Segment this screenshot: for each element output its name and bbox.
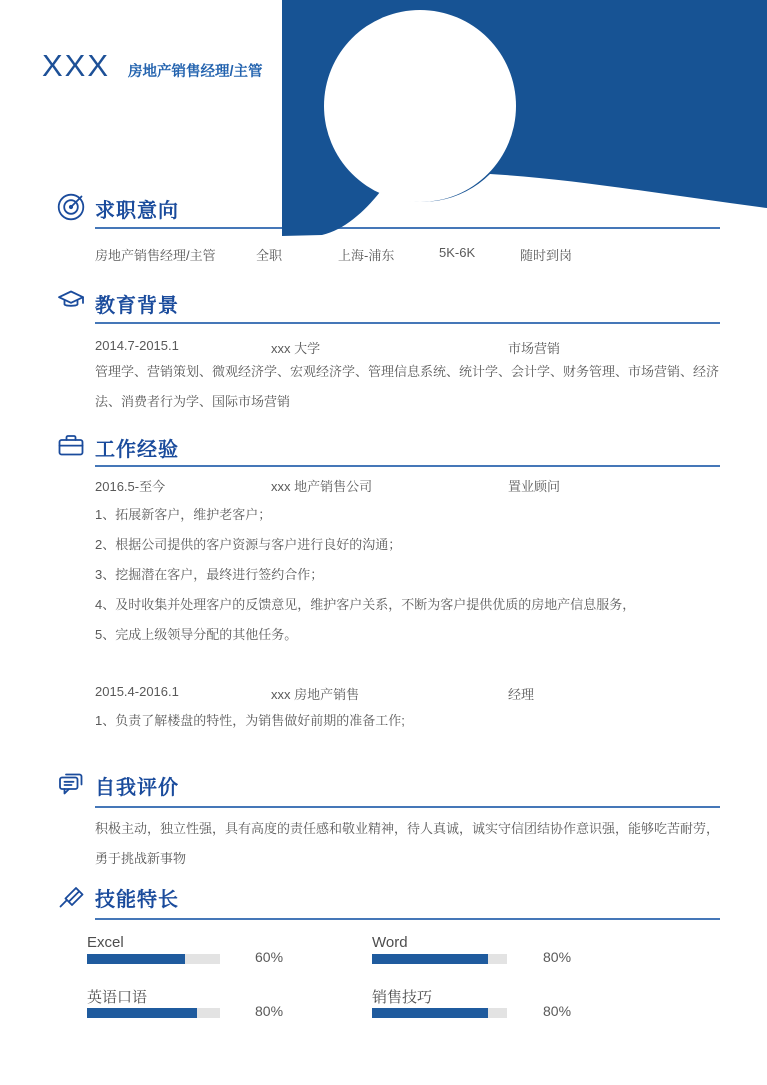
skill-name: Excel (87, 934, 124, 951)
section-title-education: 教育背景 (95, 295, 179, 317)
speech-bubbles-icon (56, 769, 86, 799)
avatar-head-circle (324, 10, 516, 202)
intent-type: 全职 (256, 248, 283, 263)
work1-company: xxx 地产销售公司 (271, 479, 373, 494)
intent-position: 房地产销售经理/主管 (95, 248, 216, 263)
skill-bar (87, 954, 220, 964)
education-courses: 管理学、营销策划、微观经济学、宏观经济学、管理信息系统、统计学、会计学、财务管理、市场营销、经济法、消费者行为学、国际市场营销 (95, 364, 720, 409)
skill-name: Word (372, 934, 408, 951)
skill-bar (87, 1008, 220, 1018)
intent-availability: 随时到岗 (520, 248, 573, 263)
skill-bar (372, 954, 507, 964)
section-divider (95, 918, 720, 920)
skill-percent: 80% (255, 1003, 284, 1019)
work2-duties (95, 706, 723, 736)
graduation-cap-icon (56, 287, 86, 317)
skill-percent: 60% (255, 949, 284, 965)
skill-bar (372, 1008, 507, 1018)
skill-percent: 80% (543, 949, 572, 965)
work1-date: 2016.5-至今 (95, 479, 166, 494)
skill-bar-fill (87, 954, 185, 964)
work-duty-item: 5、完成上级领导分配的其他任务。 (95, 627, 298, 642)
work1-role: 置业顾问 (508, 479, 561, 494)
intent-location: 上海-浦东 (338, 248, 395, 263)
education-date: 2014.7-2015.1 (95, 338, 179, 353)
work-duty-item: 1、负责了解楼盘的特性，为销售做好前期的准备工作; (95, 713, 405, 728)
briefcase-icon (56, 431, 86, 461)
skill-name: 销售技巧 (372, 989, 433, 1006)
header-avatar-graphic (282, 0, 767, 240)
section-divider (95, 806, 720, 808)
skill-percent: 80% (543, 1003, 572, 1019)
self-evaluation-text: 积极主动，独立性强，具有高度的责任感和敬业精神，待人真诚，诚实守信团结协作意识强，能够吃苦耐劳，勇于挑战新事物 (95, 821, 720, 866)
section-title-skills: 技能特长 (95, 889, 179, 911)
section-title-intent: 求职意向 (95, 200, 179, 222)
education-school: xxx 大学 (271, 341, 321, 356)
skill-bar-fill (372, 1008, 488, 1018)
education-major: 市场营销 (508, 341, 561, 356)
skill-bar-fill (372, 954, 488, 964)
section-title-work: 工作经验 (95, 439, 179, 461)
paintbrush-icon (56, 881, 86, 911)
target-icon (56, 192, 86, 222)
skill-name: 英语口语 (87, 989, 148, 1006)
section-divider (95, 322, 720, 324)
name-block (42, 48, 263, 84)
section-title-self-evaluation: 自我评价 (95, 777, 179, 799)
work1-duties (95, 500, 723, 650)
work-duty-item: 4、及时收集并处理客户的反馈意见，维护客户关系，不断为客户提供优质的房地产信息服务， (95, 597, 636, 612)
candidate-job-title: 房地产销售经理/主管 (128, 64, 263, 80)
work-duty-item: 1、拓展新客户，维护老客户； (95, 507, 272, 522)
skill-bar-fill (87, 1008, 197, 1018)
work-duty-item: 3、挖掘潜在客户，最终进行签约合作； (95, 567, 324, 582)
candidate-name: XXX (42, 48, 111, 83)
work2-company: xxx 房地产销售 (271, 687, 360, 702)
section-divider (95, 465, 720, 467)
work2-date: 2015.4-2016.1 (95, 684, 179, 699)
work-duty-item: 2、根据公司提供的客户资源与客户进行良好的沟通； (95, 537, 402, 552)
work2-role: 经理 (508, 687, 535, 702)
intent-salary: 5K-6K (439, 245, 476, 260)
